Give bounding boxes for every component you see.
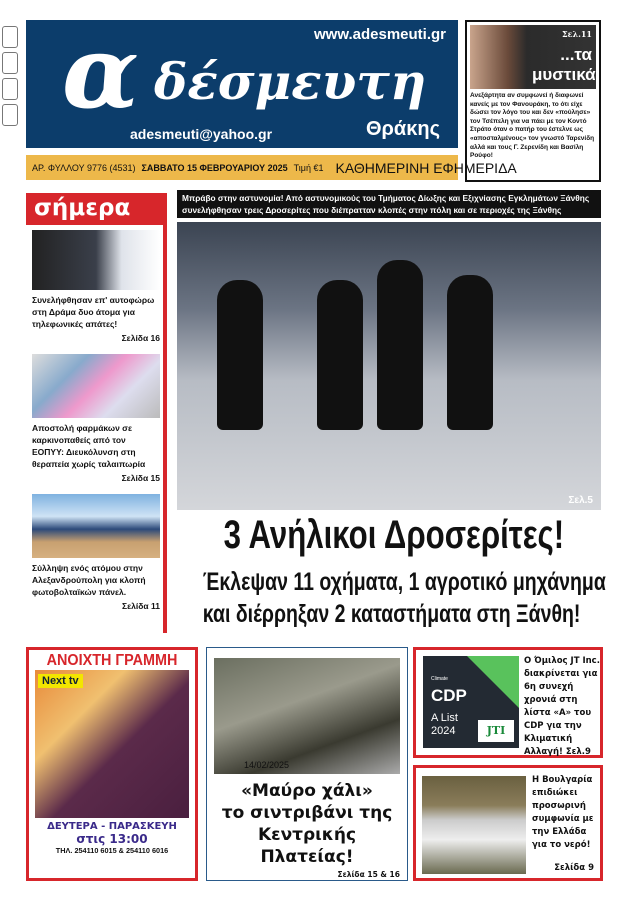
main-headline[interactable]: 3 Ανήλικοι Δροσερίτες!	[223, 513, 565, 557]
secrets-box[interactable]	[465, 20, 601, 182]
page-ref: Σελ.11	[561, 29, 592, 39]
cdp-logo: Climate CDP A List 2024 JTI	[423, 656, 519, 748]
secrets-photo	[470, 25, 596, 89]
today-list	[32, 230, 160, 612]
info-bar	[26, 155, 517, 180]
channel-logo: Next tv	[38, 674, 83, 688]
solar-panels-photo	[32, 494, 160, 558]
page-ref: Σελίδα 9	[554, 863, 594, 873]
caption-line: συνελήφθησαν τρεις Δροσερίτες που διέπρατταν κλοπές στην πόλη και σε περιοχές της Ξάνθης	[182, 205, 562, 215]
jti-text: Ο Όμιλος JT Inc. διακρίνεται για 6η συνεχή χρονιά στη λίστα «Α» του CDP για την Κλιματική Αλλαγή! Σελ.9	[524, 656, 600, 757]
page-ref: Σελίδα 16	[121, 333, 160, 343]
ad-title: ΑΝΟΙΧΤΗ ΓΡΑΜΜΗ	[46, 652, 178, 669]
sub-line: και διέρρηξαν 2 καταστήματα στη Ξάνθη!	[202, 600, 581, 628]
main-caption	[177, 190, 601, 218]
main-subheadline	[202, 566, 606, 630]
page-ref: Σελ.5	[568, 495, 593, 506]
certification-badges	[0, 22, 20, 132]
medicine-photo	[32, 354, 160, 418]
item-text: Σύλληψη ενός ατόμου στην Αλεξανδρούπολη για κλοπή φωτοβολταϊκών πάνελ.	[32, 563, 146, 597]
ad-phone: ΤΗΛ. 254110 6015 & 254110 6016	[55, 846, 169, 855]
page-ref: Σελίδα 15 & 16	[337, 870, 400, 879]
host-photo	[35, 670, 189, 818]
main-photo[interactable]	[177, 222, 601, 510]
item-text: Συνελήφθησαν επ' αυτοφώρω στη Δράμα δυο άτομα για τηλεφωνικές απάτες!	[32, 295, 155, 329]
photo-date: 14/02/2025	[244, 760, 290, 770]
sub-line: Έκλεψαν 11 οχήματα, 1 αγροτικό μηχάνημα	[202, 568, 606, 596]
item-text: Αποστολή φαρμάκων σε καρκινοπαθείς από τον ΕΟΠΥΥ: Διευκόλυνση στη θεραπεία χωρίς ταλαιπωρία	[32, 423, 146, 469]
ad-days: ΔΕΥΤΕΡΑ - ΠΑΡΑΣΚΕΥΗ	[47, 821, 177, 832]
page-ref: Σελίδα 15	[121, 473, 160, 483]
issue-date: ΣΑΒΒΑΤΟ 15 ΦΕΒΡΟΥΑΡΙΟΥ 2025	[141, 162, 288, 173]
logo-word: δέσμευτη	[154, 52, 427, 111]
fountain-photo	[214, 658, 400, 774]
website[interactable]: www.adesmeuti.gr	[314, 26, 446, 43]
secrets-text: Ανεξάρτητα αν συμφωνεί ή διαφωνεί κανείς με τον Φανουράκη, το ότι είχε δώσει τον λόγο του και δεν «πούλησε» τον Τσέπελη για να πάει με τον Κοντό Στράτο όταν ο πατήρ του έστελνε ως «αποσταλμένους» τον γνωστό Ταρενίδη αλλά και τους Γ. Ζερενίδη και Βασίλη Ρούφο!	[470, 92, 595, 160]
email[interactable]: adesmeuti@yahoo.gr	[130, 126, 273, 142]
today-item[interactable]	[32, 494, 160, 612]
dam-photo	[422, 776, 526, 874]
secrets-title: ...τα μυστικά	[532, 45, 596, 84]
divider	[163, 193, 167, 633]
price: Τιμή €1	[293, 162, 324, 173]
region: Θράκης	[366, 118, 440, 140]
ad-time: στις 13:00	[76, 832, 148, 846]
today-item[interactable]	[32, 354, 160, 484]
page-ref: Σελίδα 11	[122, 601, 160, 611]
today-header: σήμερα	[26, 193, 165, 225]
fountain-headline: «Μαύρο χάλι» το σιντριβάνι της Κεντρικής Πλατείας!	[221, 781, 393, 867]
masthead	[26, 20, 458, 148]
today-item[interactable]	[32, 230, 160, 344]
jti-logo: JTI	[478, 720, 514, 742]
issue-number: ΑΡ. ΦΥΛΛΟΥ 9776 (4531)	[32, 162, 136, 173]
jti-story[interactable]	[413, 647, 603, 758]
caption-line: Μπράβο στην αστυνομία! Από αστυνομικούς του Τμήματος Δίωξης και Εξιχνίασης Εγκλημάτων Ξάνθης	[182, 193, 590, 203]
logo: α	[62, 20, 139, 131]
open-line-ad[interactable]	[26, 647, 198, 881]
bulgaria-story[interactable]	[413, 765, 603, 881]
police-photo	[32, 230, 160, 290]
fountain-story[interactable]	[206, 647, 408, 881]
bulgaria-text: Η Βουλγαρία επιδιώκει προσωρινή συμφωνία με την Ελλάδα για το νερό!	[532, 775, 594, 850]
paper-type: ΚΑΘΗΜΕΡΙΝΗ ΕΦΗΜΕΡΙΔΑ	[335, 159, 517, 176]
